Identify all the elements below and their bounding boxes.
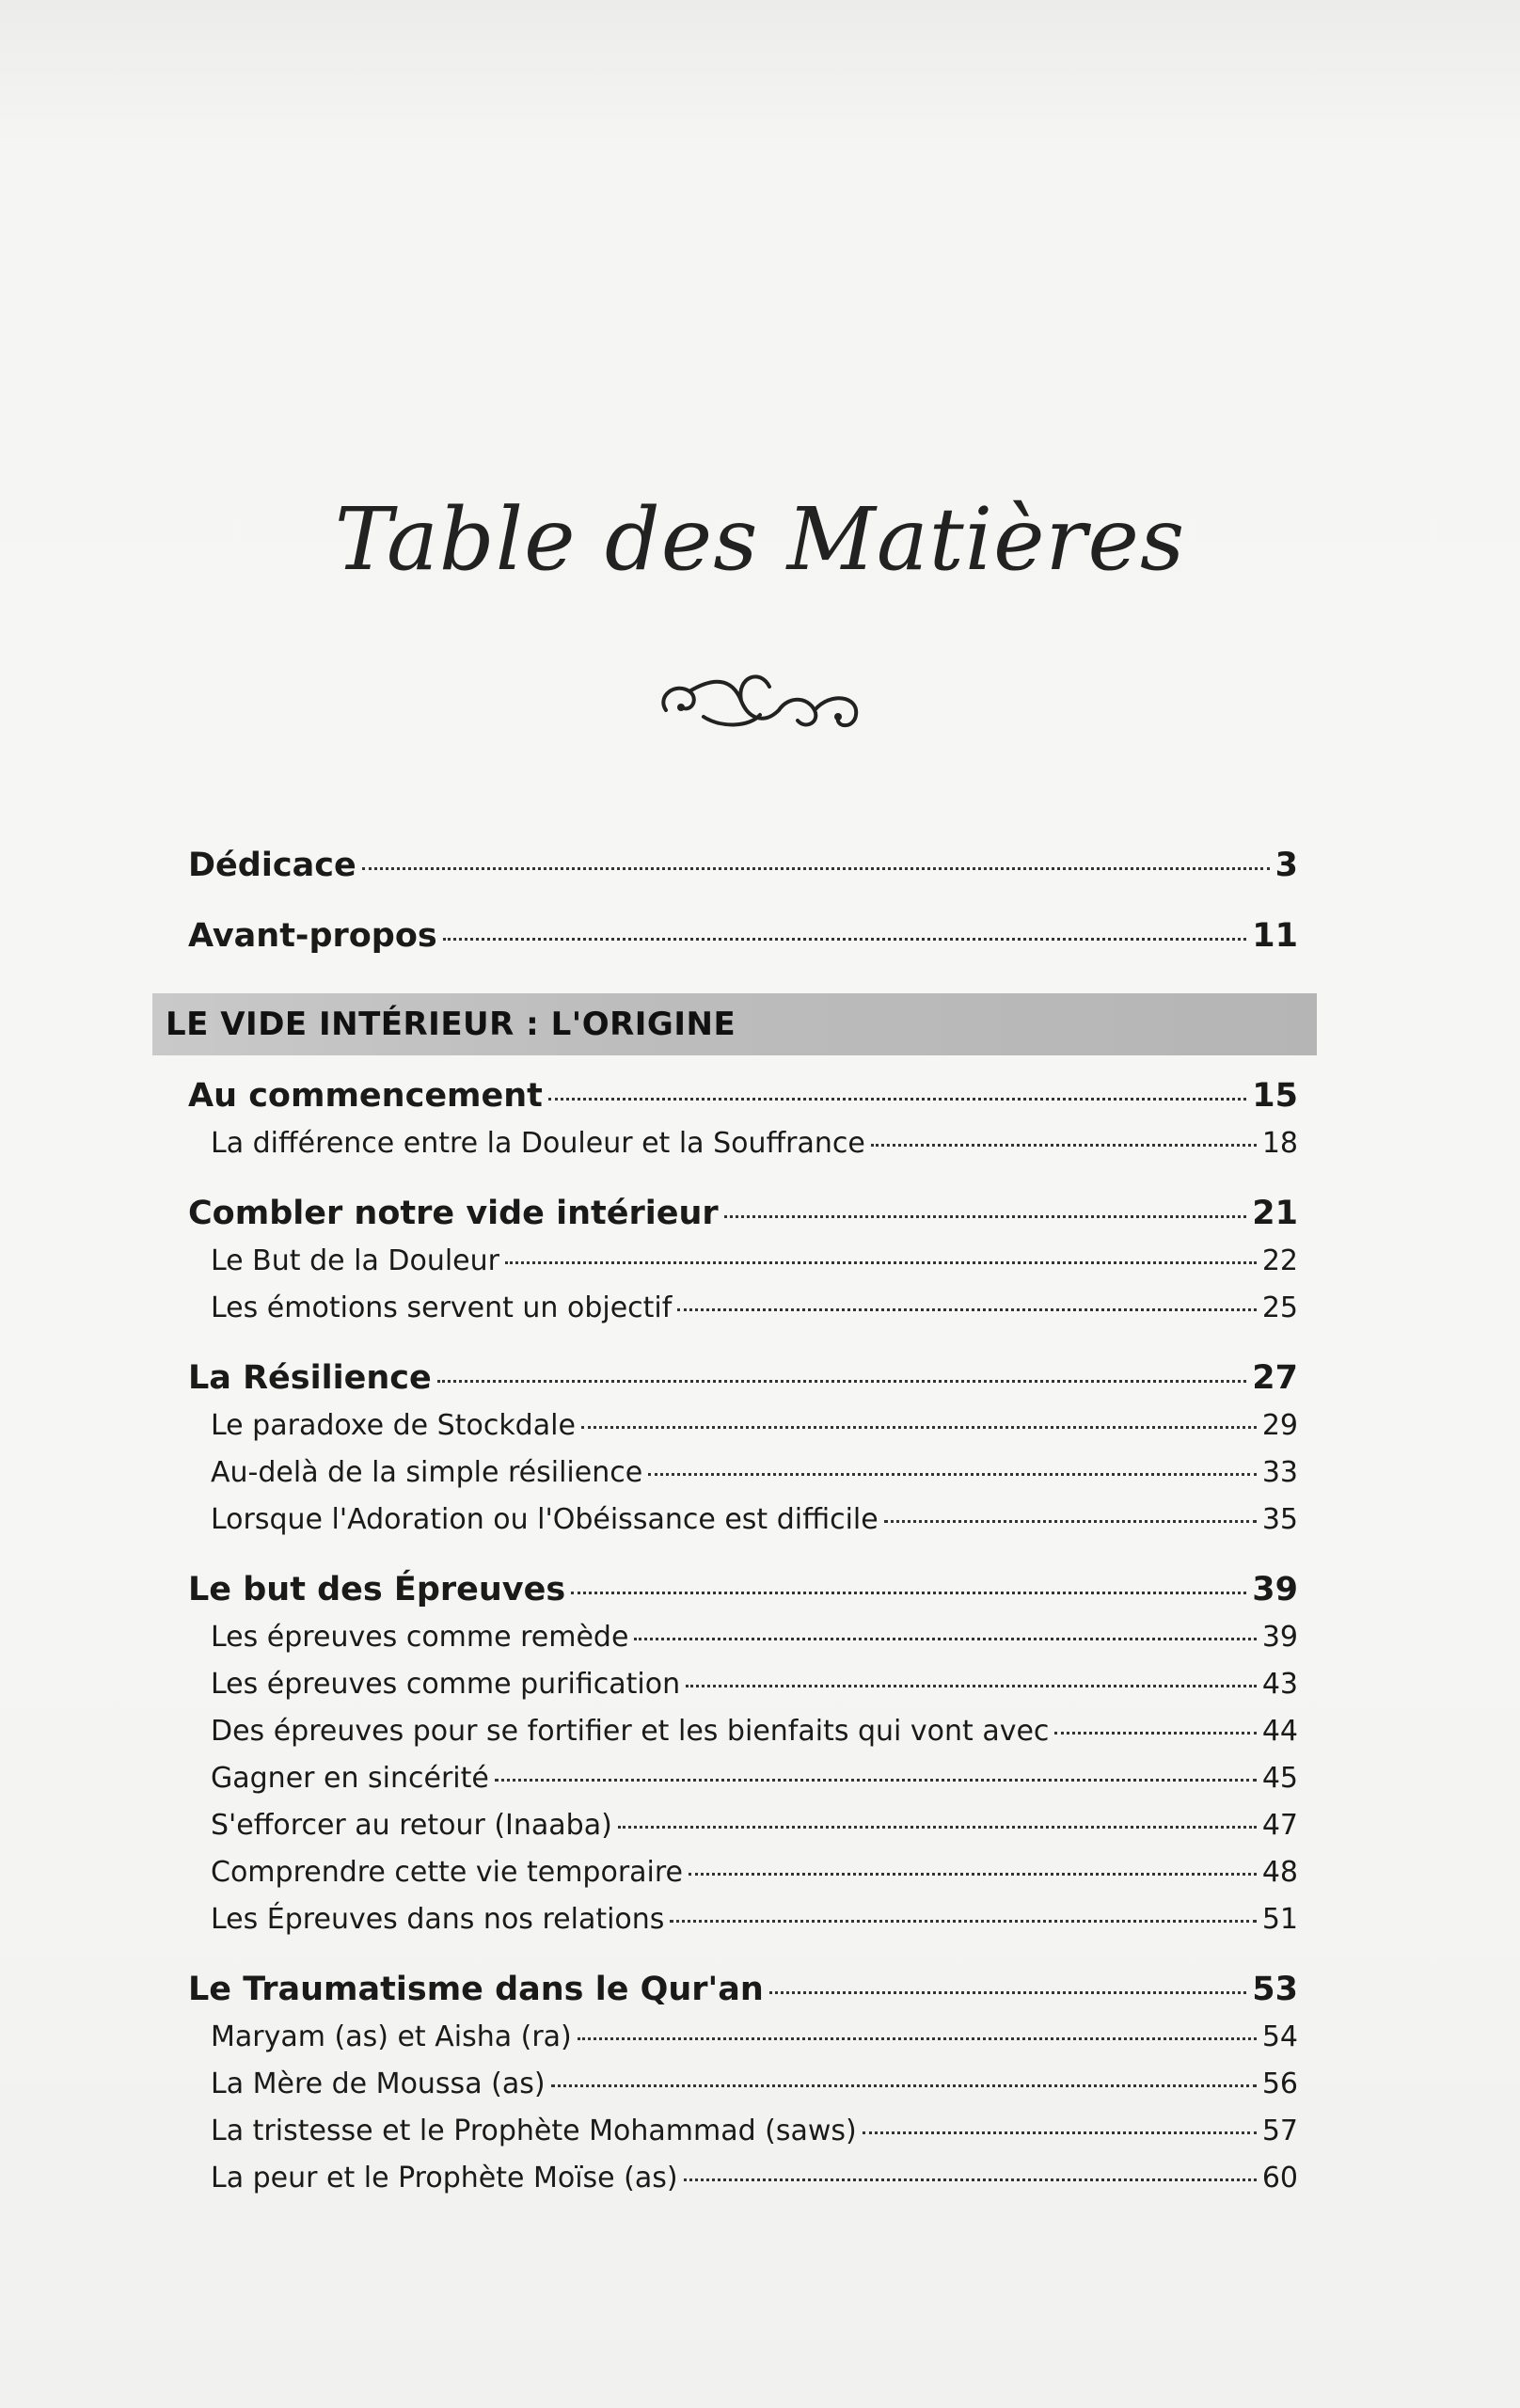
toc-entry-label: Avant-propos bbox=[188, 917, 437, 955]
leader-dots bbox=[648, 1473, 1257, 1476]
toc-entry-label: La tristesse et le Prophète Mohammad (saws) bbox=[211, 2115, 857, 2147]
toc-entry-page: 27 bbox=[1252, 1359, 1298, 1397]
toc-entry-label: Le But de la Douleur bbox=[211, 1244, 499, 1277]
toc-subentry[interactable] bbox=[188, 2115, 1298, 2147]
toc-entry-page: 45 bbox=[1261, 1762, 1298, 1795]
toc-subentry[interactable] bbox=[188, 1856, 1298, 1889]
leader-dots bbox=[689, 1873, 1257, 1876]
toc-subentry[interactable] bbox=[188, 1456, 1298, 1489]
toc-entry-label: Comprendre cette vie temporaire bbox=[211, 1856, 684, 1889]
toc-subentry[interactable] bbox=[188, 1409, 1298, 1442]
toc-entry-page: 53 bbox=[1252, 1971, 1298, 2008]
leader-dots bbox=[437, 1380, 1247, 1383]
leader-dots bbox=[871, 1144, 1257, 1147]
page-title: Table des Matières bbox=[334, 489, 1186, 590]
toc-entry-label: Au commencement bbox=[188, 1077, 543, 1115]
toc-entry-label: Les épreuves comme purification bbox=[211, 1668, 681, 1701]
leader-dots bbox=[1054, 1732, 1256, 1735]
toc-subentry[interactable] bbox=[188, 1503, 1298, 1536]
leader-dots bbox=[670, 1920, 1256, 1923]
toc-entry-page: 39 bbox=[1261, 1621, 1298, 1654]
toc-entry-page: 48 bbox=[1261, 1856, 1298, 1889]
leader-dots bbox=[548, 1098, 1246, 1101]
toc-subentry[interactable] bbox=[188, 1809, 1298, 1842]
leader-dots bbox=[443, 938, 1247, 941]
toc-entry-page: 21 bbox=[1252, 1195, 1298, 1232]
toc-entry-label: La peur et le Prophète Moïse (as) bbox=[211, 2162, 678, 2194]
leader-dots bbox=[724, 1215, 1247, 1218]
leader-dots bbox=[581, 1426, 1257, 1429]
toc-entry-page: 44 bbox=[1261, 1715, 1298, 1748]
leader-dots bbox=[884, 1520, 1257, 1523]
toc-entry-page: 3 bbox=[1275, 847, 1298, 884]
leader-dots bbox=[677, 1308, 1256, 1311]
toc-entry-page: 39 bbox=[1252, 1571, 1298, 1608]
toc-entry-page: 22 bbox=[1261, 1244, 1298, 1277]
toc-entry-label: La Mère de Moussa (as) bbox=[211, 2067, 546, 2100]
toc-subentry[interactable] bbox=[188, 1903, 1298, 1936]
toc-entry-page: 54 bbox=[1261, 2020, 1298, 2053]
toc-subentry[interactable] bbox=[188, 1668, 1298, 1701]
toc-subentry[interactable] bbox=[188, 1762, 1298, 1795]
toc-subentry[interactable] bbox=[188, 2162, 1298, 2194]
toc-entry-label: Lorsque l'Adoration ou l'Obéissance est difficile bbox=[211, 1503, 879, 1536]
toc-chapter[interactable] bbox=[188, 1971, 1298, 2008]
leader-dots bbox=[571, 1592, 1246, 1594]
toc-entry-label: Le but des Épreuves bbox=[188, 1571, 566, 1608]
leader-dots bbox=[684, 2178, 1257, 2181]
leader-dots bbox=[495, 1779, 1257, 1782]
toc-entry-page: 35 bbox=[1261, 1503, 1298, 1536]
leader-dots bbox=[618, 1826, 1257, 1829]
scroll-flourish-icon bbox=[647, 658, 873, 743]
leader-dots bbox=[863, 2131, 1257, 2134]
toc-subentry[interactable] bbox=[188, 2067, 1298, 2100]
toc-entry-label: Combler notre vide intérieur bbox=[188, 1195, 719, 1232]
toc-entry-dedicace[interactable] bbox=[188, 847, 1298, 884]
toc-entry-page: 56 bbox=[1261, 2067, 1298, 2100]
toc-chapter[interactable] bbox=[188, 1077, 1298, 1115]
toc-entry-page: 25 bbox=[1261, 1291, 1298, 1324]
toc-chapter[interactable] bbox=[188, 1195, 1298, 1232]
toc-subentry[interactable] bbox=[188, 1127, 1298, 1160]
toc-entry-label: Le paradoxe de Stockdale bbox=[211, 1409, 576, 1442]
leader-dots bbox=[578, 2037, 1257, 2040]
toc-entry-label: Des épreuves pour se fortifier et les bienfaits qui vont avec bbox=[211, 1715, 1050, 1748]
toc-entry-label: S'efforcer au retour (Inaaba) bbox=[211, 1809, 612, 1842]
toc-entry-label: Maryam (as) et Aisha (ra) bbox=[211, 2020, 572, 2053]
toc-entry-label: Les épreuves comme remède bbox=[211, 1621, 629, 1654]
leader-dots bbox=[634, 1638, 1256, 1640]
toc-entry-label: Les Épreuves dans nos relations bbox=[211, 1903, 665, 1936]
section-title: LE VIDE INTÉRIEUR : L'ORIGINE bbox=[166, 1006, 736, 1043]
toc-chapter[interactable] bbox=[188, 1571, 1298, 1608]
leader-dots bbox=[769, 1991, 1246, 1994]
section-header bbox=[152, 993, 1317, 1055]
toc-subentry[interactable] bbox=[188, 2020, 1298, 2053]
toc-subentry[interactable] bbox=[188, 1291, 1298, 1324]
toc-entry-page: 33 bbox=[1261, 1456, 1298, 1489]
toc-chapter[interactable] bbox=[188, 1359, 1298, 1397]
leader-dots bbox=[505, 1261, 1257, 1264]
toc-entry-page: 29 bbox=[1261, 1409, 1298, 1442]
toc-entry-avant-propos[interactable] bbox=[188, 917, 1298, 955]
toc-entry-page: 51 bbox=[1261, 1903, 1298, 1936]
toc-entry-page: 57 bbox=[1261, 2115, 1298, 2147]
toc-entry-label: Dédicace bbox=[188, 847, 356, 884]
toc-subentry[interactable] bbox=[188, 1621, 1298, 1654]
toc-entry-label: La différence entre la Douleur et la Souffrance bbox=[211, 1127, 865, 1160]
toc-entry-page: 15 bbox=[1252, 1077, 1298, 1115]
toc-entry-page: 43 bbox=[1261, 1668, 1298, 1701]
toc-entry-label: Gagner en sincérité bbox=[211, 1762, 489, 1795]
toc-entry-page: 11 bbox=[1252, 917, 1298, 955]
toc-subentry[interactable] bbox=[188, 1715, 1298, 1748]
leader-dots bbox=[686, 1685, 1257, 1687]
toc-entry-label: Le Traumatisme dans le Qur'an bbox=[188, 1971, 764, 2008]
leader-dots bbox=[362, 867, 1270, 870]
toc-entry-label: Les émotions servent un objectif bbox=[211, 1291, 673, 1324]
leader-dots bbox=[551, 2084, 1257, 2087]
toc-entry-page: 18 bbox=[1261, 1127, 1298, 1160]
toc-entry-page: 60 bbox=[1261, 2162, 1298, 2194]
toc-entry-label: La Résilience bbox=[188, 1359, 432, 1397]
toc-entry-label: Au-delà de la simple résilience bbox=[211, 1456, 643, 1489]
toc-subentry[interactable] bbox=[188, 1244, 1298, 1277]
toc-entry-page: 47 bbox=[1261, 1809, 1298, 1842]
